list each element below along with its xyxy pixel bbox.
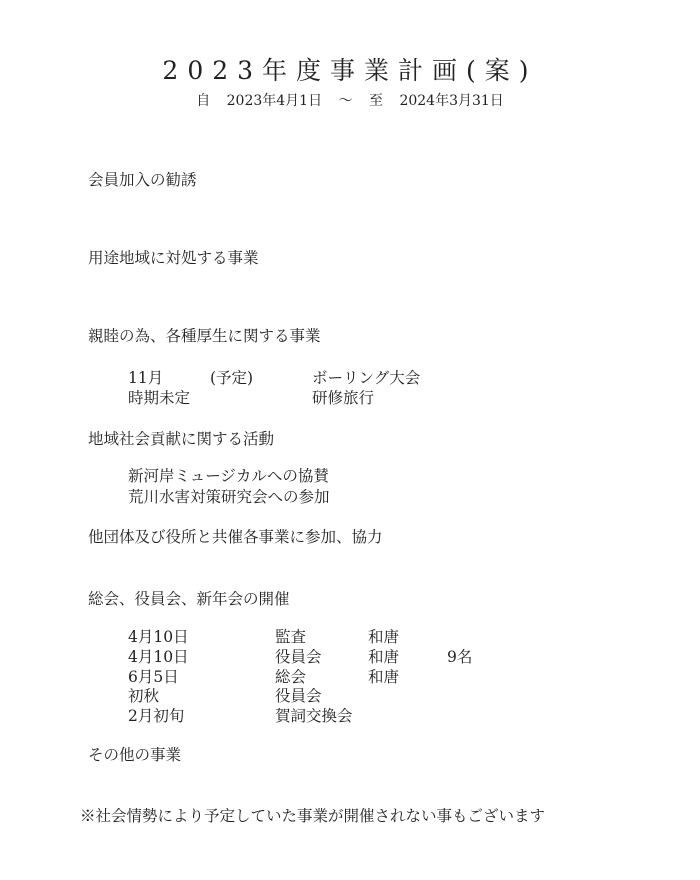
meeting-event: 役員会 xyxy=(275,687,322,705)
welfare-item-when: 時期未定 xyxy=(128,389,191,407)
section-membership: 会員加入の勧誘 xyxy=(88,171,197,189)
fiscal-period xyxy=(0,92,700,110)
meeting-count: 9名 xyxy=(447,648,473,666)
welfare-item-note: (予定) xyxy=(210,369,254,387)
welfare-item-event: ボーリング大会 xyxy=(312,369,421,387)
section-community-heading: 地域社会貢献に関する活動 xyxy=(88,430,275,448)
welfare-item-when: 11月 xyxy=(128,369,164,387)
period-tilde: 〜 xyxy=(338,93,353,109)
meeting-date: 4月10日 xyxy=(128,628,189,646)
meeting-venue: 和唐 xyxy=(368,628,400,646)
section-other: その他の事業 xyxy=(88,746,182,764)
period-from-date: 2023年4月1日 xyxy=(226,93,323,109)
meeting-date: 6月5日 xyxy=(128,668,179,686)
welfare-item-event: 研修旅行 xyxy=(312,389,375,407)
meeting-date: 2月初旬 xyxy=(128,707,185,725)
meeting-event: 総会 xyxy=(275,668,307,686)
period-to-label: 至 xyxy=(369,93,383,109)
meeting-date: 4月10日 xyxy=(128,648,189,666)
community-item: 荒川水害対策研究会への参加 xyxy=(128,488,330,506)
section-meetings-heading: 総会、役員会、新年会の開催 xyxy=(88,590,290,608)
meeting-event: 役員会 xyxy=(275,648,322,666)
meeting-venue: 和唐 xyxy=(368,648,400,666)
section-zoning: 用途地域に対処する事業 xyxy=(88,249,259,267)
meeting-event: 監査 xyxy=(275,628,307,646)
document-title: 2023年度事業計画(案) xyxy=(162,56,538,85)
section-cooperation: 他団体及び役所と共催各事業に参加、協力 xyxy=(88,528,383,546)
footnote: ※社会情勢により予定していた事業が開催されない事もございます xyxy=(80,807,546,825)
community-item: 新河岸ミュージカルへの協賛 xyxy=(128,467,329,485)
period-from-label: 自 xyxy=(196,93,211,109)
meeting-date: 初秋 xyxy=(128,687,160,705)
section-welfare-heading: 親睦の為、各種厚生に関する事業 xyxy=(88,327,321,345)
period-to-date: 2024年3月31日 xyxy=(399,93,504,109)
meeting-event: 賀詞交換会 xyxy=(275,707,353,725)
meeting-venue: 和唐 xyxy=(368,668,400,686)
